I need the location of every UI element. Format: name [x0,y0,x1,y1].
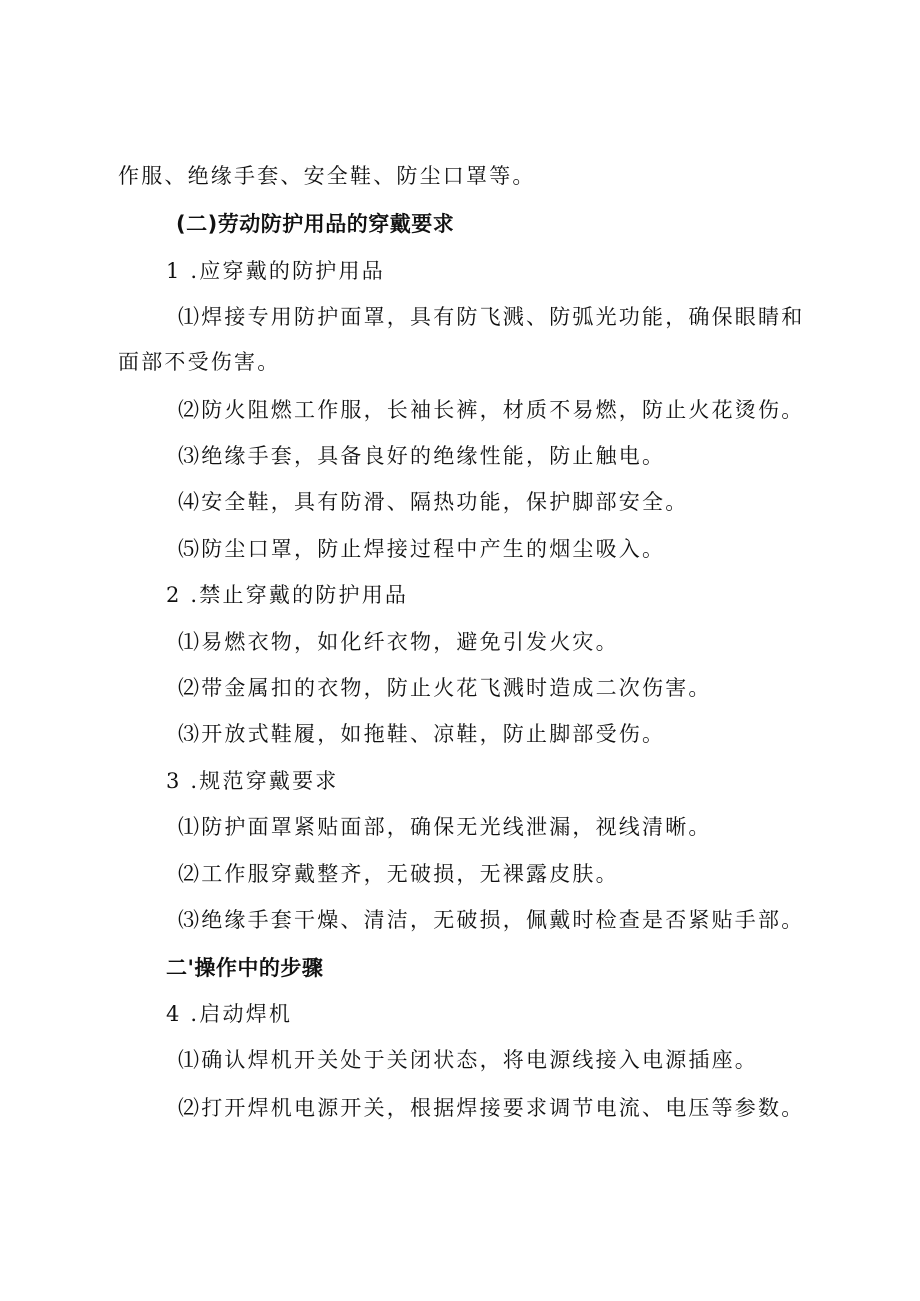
list-item: ⑶开放式鞋履，如拖鞋、凉鞋，防止脚部受伤。 [178,722,666,746]
subsection-heading-wearing-standards: 3 .规范穿戴要求 [166,769,339,793]
list-item: ⑴易燃衣物，如化纤衣物，避免引发火灾。 [178,630,619,654]
list-item: ⑴确认焊机开关处于关闭状态，将电源线接入电源插座。 [178,1048,758,1072]
list-item: ⑵工作服穿戴整齐，无破损，无裸露皮肤。 [178,862,619,886]
list-item: ⑶绝缘手套，具备良好的绝缘性能，防止触电。 [178,444,666,468]
list-item-continuation: 面部不受伤害。 [118,350,281,374]
section-heading-ppe-requirements: (二)劳动防护用品的穿戴要求 [176,212,455,236]
paragraph-continuation: 作服、绝缘手套、安全鞋、防尘口罩等。 [118,164,536,188]
section-heading-operation-steps: 二'操作中的步骤 [166,956,324,980]
list-item: ⑷安全鞋，具有防滑、隔热功能，保护脚部安全。 [178,490,689,514]
subsection-heading-start-welder: 4 .启动焊机 [166,1002,293,1026]
list-item: ⑴防护面罩紧贴面部，确保无光线泄漏，视线清晰。 [178,815,712,839]
list-item: ⑵打开焊机电源开关，根据焊接要求调节电流、电压等参数。 [178,1096,805,1120]
list-item: ⑵带金属扣的衣物，防止火花飞溅时造成二次伤害。 [178,676,712,700]
list-item: ⑴焊接专用防护面罩，具有防飞溅、防弧光功能，确保眼睛和 [178,305,805,329]
list-item: ⑸防尘口罩，防止焊接过程中产生的烟尘吸入。 [178,537,666,561]
subsection-heading-prohibited-ppe: 2 .禁止穿戴的防护用品 [166,583,409,607]
subsection-heading-required-ppe: 1 .应穿戴的防护用品 [166,259,385,283]
list-item: ⑵防火阻燃工作服，长袖长裤，材质不易燃，防止火花烫伤。 [178,398,805,422]
list-item: ⑶绝缘手套干燥、清洁，无破损，佩戴时检查是否紧贴手部。 [178,908,805,932]
